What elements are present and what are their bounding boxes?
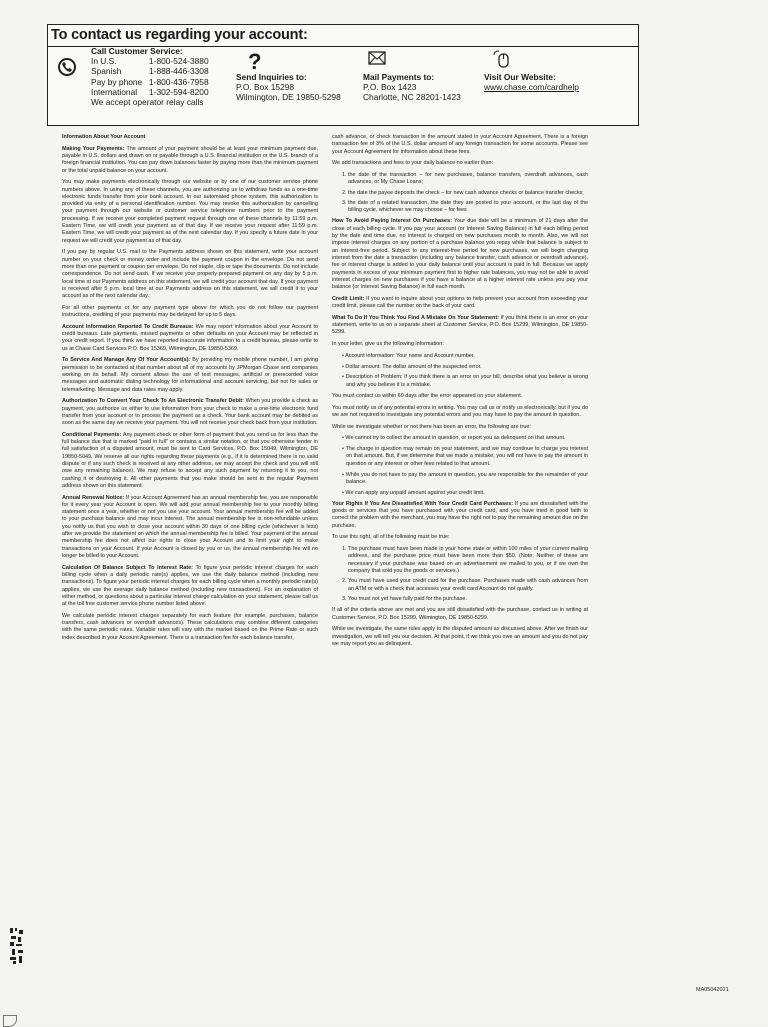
phone-line: Pay by phone 1-800-436-7958 <box>91 76 209 87</box>
list-item: 2. You must have used your credit card for the purchase. Purchases made with cash advances from an ATM or with a check that accesses your credit card Account do not qualify. <box>348 578 588 593</box>
mail-payments-text: If you pay by regular U.S. mail to the Payments address shown on this statement, write your account number on your check or money order and include the payment coupon in the envelope. Do not send more than one payment or coupon per envelope. Do not staple, clip or tape the documents. Do not include correspondence. Do not send cash. If we receive your properly prepared payment on any day by 5 p.m. local time at our Payments address on this statement, we will credit your account that day. If your payment is received after 5 p.m. local time at our Payments address on this statement, we will credit it to your account as of the next calendar day. <box>62 249 318 300</box>
list-item: 1. The purchase must have been made in your home state or within 100 miles of your current mailing address, and the purchase price must have been more than $50. (Note: Neither of these are necessary if your purchase was based on an advertisement we mailed to you, or if we own the company that sold you the goods or services.) <box>348 546 588 575</box>
service-accounts: To Service And Manage Any Of Your Account(s): By providing my mobile phone number, I am giving permission to be contacted at that number about all of my accounts by JPMorgan Chase and companies working on its behalf. My consent allows the use of text messages, artificial or prerecorded voice messages and automatic dialing technology for informational and account servicing, but not for sales or telemarketing. Message and data rates may apply. <box>62 357 318 393</box>
conditions-text: To use this right, all of the following must be true: <box>332 534 450 541</box>
making-payments: Making Your Payments: The amount of your payment should be at least your minimum payment due, payable in U.S. dollars and drawn on or payable through a U.S. financial institution or the U.S. branch of a foreign financial institution. You can pay down balances faster by paying more than the minimum payment or the total unpaid balance on your account. <box>62 145 319 174</box>
daily-balance-text: We add transactions and fees to your daily balance no earlier than: <box>332 160 494 167</box>
question-icon: ? <box>248 49 262 74</box>
annual-renewal: Annual Renewal Notice: If your Account Agreement has an annual membership fee, you are responsible for it every year your Account is open. We will add your annual membership fee to your monthly billing statement once a year, whether or not you use your account. Your annual membership fee will be added to your purchase balance and may incur interest. The annual membership fee is non-refundable unless you notify us that you wish to close your account within 30 days or one billing cycle (whichever is less) after we provide the statement on which the annual membership fee is billed. Your payment of the annual membership fee does not affect our rights to close your Account and to limit your right to make transactions on your Account. If your Account is closed by you or us, the annual membership fee will no longer be billed to your Account. <box>62 494 319 559</box>
letter-info-list <box>332 353 588 389</box>
investigation-rules: While we investigate, the same rules apply to the disputed amount as discussed above. After we finish our investigation, we will tell you our decision. At that point, if we think you owe an amount and you do not pay we may report you as delinquent. <box>332 626 588 647</box>
mail-heading: Mail Payments to: <box>363 72 435 82</box>
phone-number: 1-800-524-3880 <box>149 56 209 67</box>
right-column <box>332 134 588 653</box>
list-item: 1. the date of the transaction – for new purchases, balance transfers, overdraft advances, cash advances, or My Chase Loans; <box>348 172 588 187</box>
phone-number: 1-302-594-8200 <box>149 86 209 97</box>
balance-calculation: Calculation Of Balance Subject To Interest Rate: To figure your periodic interest charges for each billing cycle when a daily periodic rate(s) applies, we use the daily balance method (including new transactions). To figure your periodic interest charges for each billing cycle when a monthly periodic rate(s) applies, we use the average daily balance method (including new transactions). For an explanation of either method, or questions about a particular interest charge calculation on your statement, please call us at the toll free customer service phone number listed above. <box>62 564 318 608</box>
list-item: • Description of Problem: If you think there is an error on your bill, describe what you believe is wrong and why you believe it is a mistake. <box>342 374 588 389</box>
mail-payments: Mail Payments to: P.O. Box 1423 Charlotte, NC 28201-1423 <box>363 72 503 103</box>
credit-limit: Credit Limit: If you want to inquire about your options to help prevent your account from exceeding your credit limit, please call the number on the back of your card. <box>332 295 588 310</box>
inquiries-heading: Send Inquiries to: <box>236 72 307 82</box>
avoid-interest: How To Avoid Paying Interest On Purchases: Your due date will be a minimum of 21 days after the close of each billing cycle. If you pay your account (or Interest Saving Balance) in full each billing period by the date and time due, no interest is charged on new purchases month to month. Also, we will not impose interest charges on any portion of a purchase balance you repay while that balance is subject to an interest-free period. Subject to any interest-free period for new purchases, we will begin charging interest from the date a transaction (including any balance transfer, cash advance or overdraft advance), fee or interest charge is added to your daily balance until your account is paid in full. Because we apply payments in excess of your minimum payment first to higher rate balances, you may not be able to avoid interest charges on new purchases if you have a balance at a higher interest rate unless you pay your balance (or Interest Saving Balance) in full each month. <box>332 218 588 291</box>
send-inquiries: Send Inquiries to: P.O. Box 15298 Wilmington, DE 19850-5298 <box>236 72 376 103</box>
phone-line: In U.S. 1-800-524-3880 <box>91 56 209 67</box>
conditions-list <box>332 546 588 603</box>
contact-box <box>47 24 639 126</box>
call-heading: Call Customer Service: <box>91 46 183 56</box>
phone-number: 1-800-436-7958 <box>149 76 209 87</box>
list-item: 3. the date of a related transaction, the date they are posted to your account, or the last day of the billing cycle, whichever we may choose – for fees <box>348 200 588 215</box>
other-payments-text: For all other payments or for any payment type above for which you do not follow our payment instructions, crediting of your payments may be delayed for up to 5 days. <box>62 304 318 319</box>
phone-line: Spanish 1-888-446-3308 <box>91 66 209 77</box>
mouse-icon <box>490 50 512 68</box>
contact-writing: If all of the criteria above are met and you are still dissatisfied with the purchase, contact us in writing at Customer Service, P.O. Box 15299, Wilmington, DE 19850-5299. <box>332 607 588 621</box>
page-corner-mark <box>3 1015 17 1027</box>
notify-writing: You must notify us of any potential errors in writing. You may call us or notify us electronically, but if you do we are not required to investigate any potential errors and you may have to pay the amount in question. <box>332 404 588 418</box>
list-item: • The charge in question may remain on your statement, and we may continue to charge you interest on that amount. But, if we determine that we made a mistake, you will not have to pay the amount in question or any interest or other fees related to that amount. <box>342 446 588 468</box>
envelope-icon <box>368 51 386 65</box>
form-code: MA05042021 <box>696 987 729 993</box>
statement-mistake: What To Do If You Think You Find A Mistake On Your Statement: If you think there is an error on your statement, write to us on a separate sheet at Customer Service, P.O. Box 15299, Wilmington, DE 19850-5299. <box>332 314 588 336</box>
list-item: • We cannot try to collect the amount in question, or report you as delinquent on that amount. <box>342 435 588 442</box>
website-link[interactable]: www.chase.com/cardhelp <box>484 82 579 93</box>
section-title: Information About Your Account <box>62 134 146 140</box>
investigation-list <box>332 435 588 497</box>
phone-number: 1-888-446-3308 <box>149 66 209 77</box>
interest-calculation: We calculate periodic interest charges separately for each feature (for example, purchases, balance transfers, cash advances or overdraft advances). These calculations may combine different categories with the same periodic rates. Variable rates will vary with the market based on the Prime Rate or such index described in your Account Agreement. There is a transaction fee for each balance transfer, <box>62 612 318 641</box>
web-heading: Visit Our Website: <box>484 72 556 82</box>
phone-line: International 1-302-594-8200 <box>91 86 209 97</box>
phone-icon <box>58 58 76 76</box>
check-conversion: Authorization To Convert Your Check To An Electronic Transfer Debit: When you provide a check as payment, you authorize us either to use information from your check to make a one-time electronic fund transfer from your account or to process the payment as a check. Your bank account may be debited as soon as the same day we receive your payment. You will not receive your check back from your institution. <box>62 398 318 427</box>
transaction-date-list <box>332 172 588 214</box>
list-item: • Account information: Your name and Account number. <box>342 353 588 360</box>
investigation-text: While we investigate whether or not there has been an error, the following are true: <box>332 423 531 430</box>
fees-text: cash advance, or check transaction in the amount stated in your Account Agreement. There is a foreign transaction fee of 3% of the U.S. dollar amount of any foreign transaction for some accounts. Please see your Account Agreement for information about these fees. <box>332 134 588 155</box>
left-column <box>62 134 318 646</box>
conditional-payments: Conditional Payments: Any payment check or other form of payment that you send us for less than the full balance due that is marked "paid in full" or contains a similar notation, or that you otherwise tender in full satisfaction of a disputed amount, must be sent to Card Services, P.O. Box 15049, Wilmington, DE 19850-5049. We reserve all our rights regarding these payments (e.g., if it is determined there is no valid dispute or if any such check is received at any other address, we may accept the check and you will still owe any remaining balance). We may refuse to accept any such payment by returning it to you, not cashing it or destroying it. All other payments that you make should be sent to the regular Payment address shown on this statement. <box>62 431 318 489</box>
list-item: • Dollar amount: The dollar amount of the suspected error. <box>342 364 588 371</box>
contact-title: To contact us regarding your account: <box>51 27 308 43</box>
barcode-mark <box>10 928 24 964</box>
contact-deadline: You must contact us within 60 days after the error appeared on your statement. <box>332 392 523 399</box>
call-customer-service <box>91 46 241 107</box>
purchase-rights: Your Rights If You Are Dissatisfied With Your Credit Card Purchases: If you are dissatisfied with the goods or services that you have purchased with your credit card, and you have tried in good faith to correct the problem with the merchant, you may have the right not to pay the remaining amount due on the purchase. <box>332 500 589 529</box>
relay-note: We accept operator relay calls <box>91 97 204 108</box>
list-item: 2. the date the payee deposits the check – for new cash advance checks or balance transfer checks; <box>348 190 588 197</box>
list-item: • We can apply any unpaid amount against your credit limit. <box>342 490 588 497</box>
letter-info-text: In your letter, give us the following information: <box>332 341 444 348</box>
list-item: 3. You must not yet have fully paid for the purchase. <box>348 596 588 603</box>
list-item: • While you do not have to pay the amount in question, you are responsible for the remainder of your balance. <box>342 472 588 487</box>
electronic-payments: You may make payments electronically through our website or by one of our customer service phone numbers above. In using any of these channels, you are authorizing us to withdraw funds as a one-time electronic funds transfer from your bank account. In our automated phone system, this authorization is provided via entry of a personal identification number. You may revoke this authorization by cancelling your payment through our website or customer service telephone numbers prior to the payment processing. If we receive your completed payment request through one of these channels by 11:59 p.m. Eastern Time, we will credit your payment as of that day. If we receive your request after 11:59 p.m. Eastern Time, we will credit your payment as of the next calendar day. If you specify a future date in your request we will credit your payment as of that day. <box>62 179 318 244</box>
credit-bureaus: Account Information Reported To Credit Bureaus: We may report information about your Account to credit bureaus. Late payments, missed payments or other defaults on your Account may be reflected in your credit report. If you think we have reported inaccurate information to a credit bureau, please write to us at Chase Card Services P.O. Box 15369, Wilmington, DE 19850-5369. <box>62 323 319 352</box>
visit-website <box>484 72 624 92</box>
